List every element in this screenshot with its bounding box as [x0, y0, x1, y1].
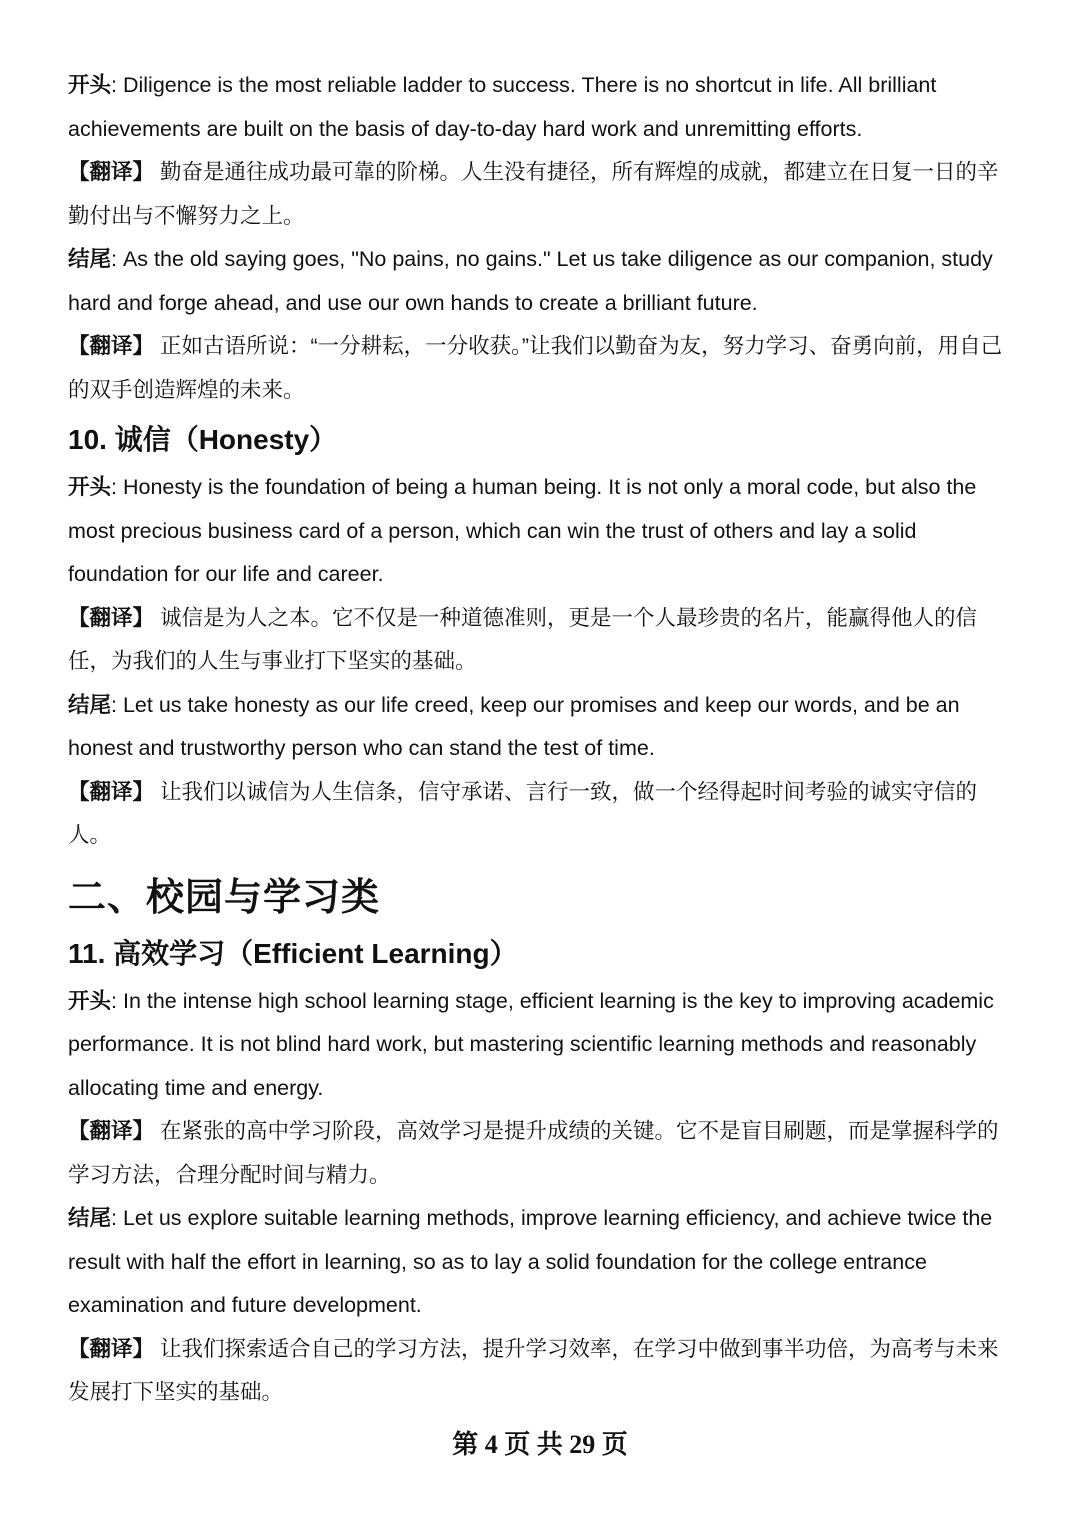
page-number-footer: 第 4 页 共 29 页	[452, 1430, 628, 1459]
translation-text: 让我们以诚信为人生信条，信守承诺、言行一致，做一个经得起时间考验的诚实守信的人。	[68, 779, 978, 847]
paragraph-opening: 开头: Diligence is the most reliable ladder to success. There is no shortcut in life. All brilliant achievements are built on the basis of day-to-day hard work and unremitting efforts.	[68, 73, 937, 141]
opening-label: 开头	[68, 988, 112, 1013]
closing-label: 结尾	[68, 247, 112, 271]
paragraph-closing: 结尾: As the old saying goes, "No pains, no gains." Let us take diligence as our companion, study hard and forge ahead, and use our own hands to create a brilliant future.	[68, 247, 993, 315]
paragraph-closing: 结尾: Let us explore suitable learning methods, improve learning efficiency, and achieve twice the result with half the effort in learning, so as to lay a solid foundation for the college entrance examination and future development.	[68, 1206, 993, 1317]
closing-text: Let us take honesty as our life creed, keep our promises and keep our words, and be an honest and trustworthy person who can stand the test of time.	[68, 692, 960, 760]
closing-text: Let us explore suitable learning methods, improve learning efficiency, and achieve twice the result with half the effort in learning, so as to lay a solid foundation for the college entrance examination and future development.	[68, 1206, 993, 1317]
paragraph-translation	[68, 151, 1018, 238]
translation-label: 【翻译】	[68, 1119, 155, 1143]
translation-label: 【翻译】	[68, 605, 155, 630]
opening-label: 开头	[68, 475, 112, 499]
translation-label: 【翻译】	[68, 779, 155, 804]
paragraph-closing: 结尾: Let us take honesty as our life creed, keep our promises and keep our words, and be an honest and trustworthy person who can stand the test of time.	[68, 692, 960, 760]
translation-text: 诚信是为人之本。它不仅是一种道德准则，更是一个人最珍贵的名片，能赢得他人的信任，为我们的人生与事业打下坚实的基础。	[68, 605, 978, 673]
translation-text: 让我们探索适合自己的学习方法，提升学习效率，在学习中做到事半功倍，为高考与未来发展打下坚实的基础。	[68, 1336, 999, 1404]
closing-text: As the old saying goes, "No pains, no gains." Let us take diligence as our companion, study hard and forge ahead, and use our own hands to create a brilliant future.	[68, 247, 993, 315]
translation-text: 正如古语所说：“一分耕耘，一分收获。”让我们以勤奋为友，努力学习、奋勇向前，用自己的双手创造辉煌的未来。	[68, 334, 1003, 402]
closing-label: 结尾	[68, 1206, 112, 1230]
opening-text: Honesty is the foundation of being a human being. It is not only a moral code, but also the most precious business card of a person, which can win the trust of others and lay a solid foundation for our life and career.	[68, 475, 977, 586]
paragraph-translation	[68, 1110, 1018, 1197]
paragraph-translation	[68, 325, 1018, 412]
chapter-heading: 二、校园与学习类	[68, 876, 381, 919]
translation-text: 在紧张的高中学习阶段，高效学习是提升成绩的关键。它不是盲目刷题，而是掌握科学的学习方法，合理分配时间与精力。	[68, 1119, 999, 1187]
document-page	[68, 64, 1018, 1415]
section-heading-efficient-learning: 11. 高效学习（Efficient Learning）	[68, 937, 518, 969]
section-heading-honesty: 10. 诚信（Honesty）	[68, 424, 338, 455]
translation-label: 【翻译】	[68, 160, 155, 184]
paragraph-translation	[68, 771, 1018, 858]
paragraph-opening: 开头: Honesty is the foundation of being a human being. It is not only a moral code, but also the most precious business card of a person, which can win the trust of others and lay a solid foundation for our life and career.	[68, 475, 977, 586]
closing-label: 结尾	[68, 692, 112, 717]
translation-label: 【翻译】	[68, 334, 155, 358]
paragraph-translation	[68, 597, 1018, 684]
translation-text: 勤奋是通往成功最可靠的阶梯。人生没有捷径，所有辉煌的成就，都建立在日复一日的辛勤付出与不懈努力之上。	[68, 160, 999, 228]
opening-text: In the intense high school learning stage, efficient learning is the key to improving academic performance. It is not blind hard work, but mastering scientific learning methods and reasonably allocating time and energy.	[68, 988, 994, 1100]
paragraph-opening: 开头: In the intense high school learning stage, efficient learning is the key to improving academic performance. It is not blind hard work, but mastering scientific learning methods and reasonably allocating time and energy.	[68, 988, 994, 1100]
paragraph-translation	[68, 1328, 1018, 1415]
opening-text: Diligence is the most reliable ladder to success. There is no shortcut in life. All brilliant achievements are built on the basis of day-to-day hard work and unremitting efforts.	[68, 73, 937, 141]
opening-label: 开头	[68, 73, 112, 97]
translation-label: 【翻译】	[68, 1336, 155, 1361]
